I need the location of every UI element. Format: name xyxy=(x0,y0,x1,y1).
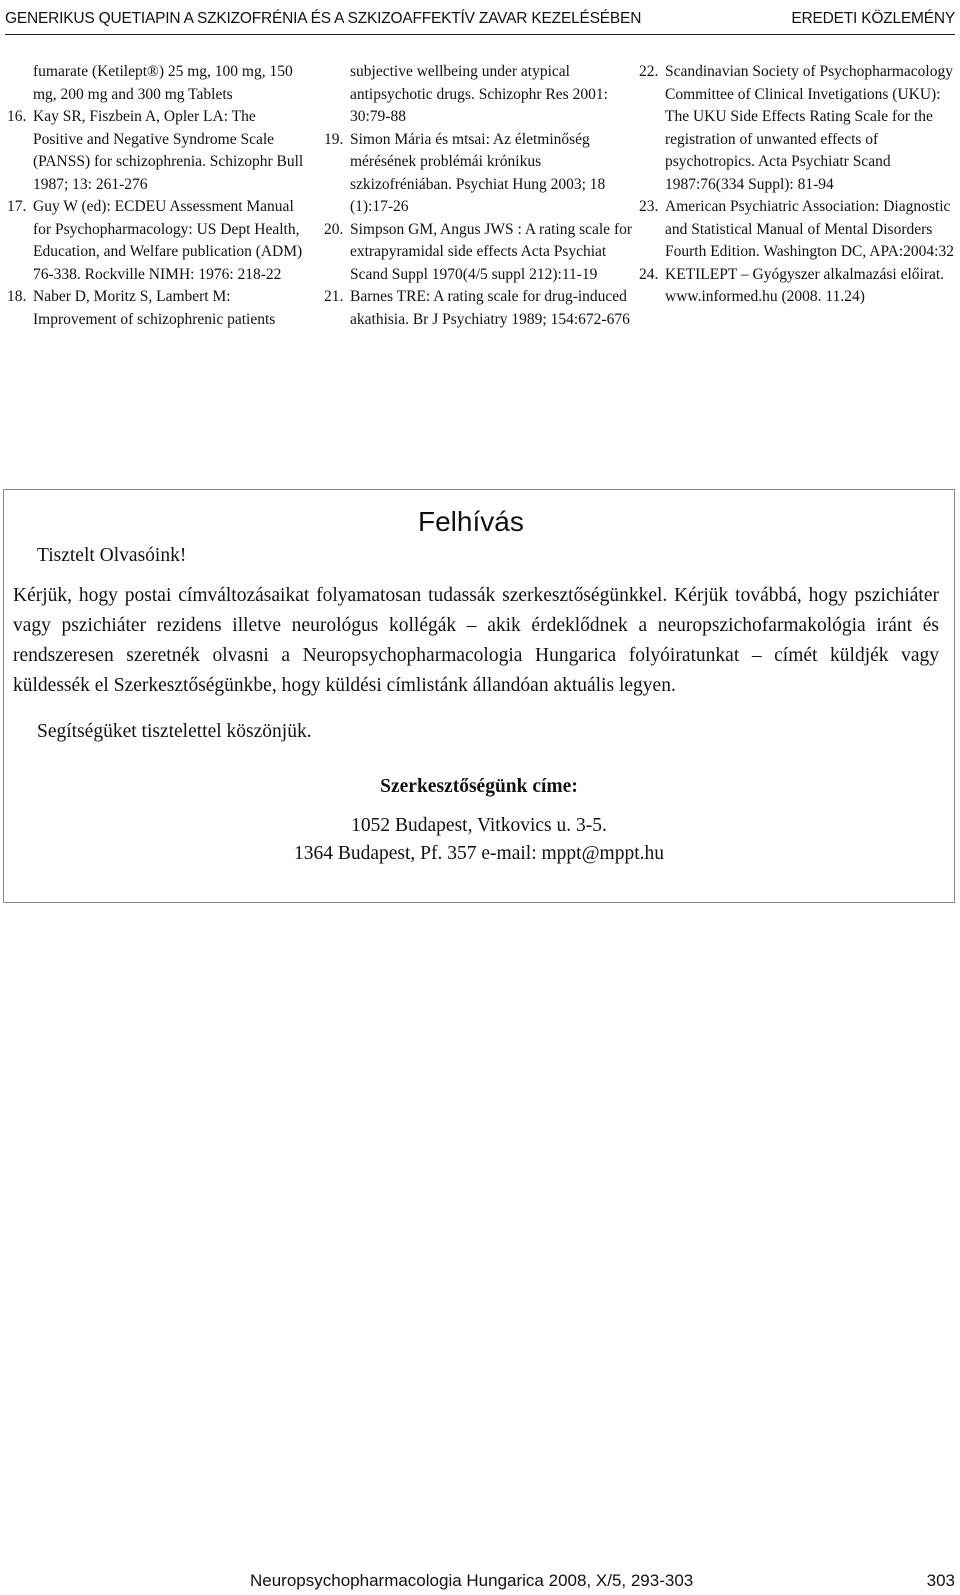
reference-number: 21. xyxy=(324,288,344,305)
notice-body: Kérjük, hogy postai címváltozásaikat folyamatosan tudassák szerkesztőségünkkel. Kérjük továbbá, hogy pszichiáter vagy pszichiáter rezidens illetve neurológus kollégák – akik érdeklődnek a neuropszichofarmakológia iránt és rendszeresen szeretnék olvasni a Neuropsychopharmacologia Hungarica folyóiratunkat – címét küldjék vagy küldessék el Szerkesztőségünkbe, hogy küldési címlistánk állandóan aktuális legyen. xyxy=(13,585,939,696)
reference-item xyxy=(324,286,632,331)
reference-text: Simon Mária és mtsai: Az életminőség mérésének problémái krónikus szkizofréniában. Psychiat Hung 2003; 18 (1):17-26 xyxy=(350,130,606,215)
reference-item xyxy=(7,106,307,196)
references-column-1 xyxy=(7,61,307,331)
page-number: 303 xyxy=(926,1571,955,1590)
reference-text: Barnes TRE: A rating scale for drug-induced akathisia. Br J Psychiatry 1989; 154:672-676 xyxy=(350,288,630,328)
reference-text: American Psychiatric Association: Diagnostic and Statistical Manual of Mental Disorders Fourth Edition. Washington DC, APA:2004:32 xyxy=(665,198,954,260)
reference-item xyxy=(7,196,307,286)
reference-number: 19. xyxy=(324,130,344,148)
reference-number: 24. xyxy=(639,265,659,283)
reference-text: Guy W (ed): ECDEU Assessment Manual for Psychopharmacology: US Dept Health, Education, and Welfare publication (ADM) 76-338. Rockville NIMH: 1976: 218-22 xyxy=(33,198,303,283)
references-column-2 xyxy=(324,61,632,331)
header-section: EREDETI KÖZLEMÉNY xyxy=(791,10,955,27)
reference-continuation: fumarate (Ketilept®) 25 mg, 100 mg, 150 mg, 200 mg and 300 mg Tablets xyxy=(33,63,293,103)
journal-citation: Neuropsychopharmacologia Hungarica 2008, X/5, 293-303 xyxy=(250,1571,694,1590)
reference-text: Scandinavian Society of Psychopharmacology Committee of Clinical Invetigations (UKU): The UKU Side Effects Rating Scale for the registration of unwanted effects of psychotropics. Acta Psychiatr Scand 1987:76(334 Suppl): 81-94 xyxy=(665,63,953,193)
reference-text: KETILEPT – Gyógyszer alkalmazási előirat. www.informed.hu (2008. 11.24) xyxy=(665,265,945,305)
notice-box xyxy=(3,489,955,903)
reference-item xyxy=(324,219,632,287)
notice-thanks: Segítségüket tisztelettel köszönjük. xyxy=(37,721,312,742)
notice-title: Felhívás xyxy=(418,506,524,537)
notice-greeting: Tisztelt Olvasóink! xyxy=(37,545,187,566)
reference-number: 20. xyxy=(324,220,344,238)
reference-item xyxy=(639,264,957,309)
reference-number: 16. xyxy=(7,108,27,125)
address-title: Szerkesztőségünk címe: xyxy=(380,776,578,797)
header-divider xyxy=(5,34,955,35)
reference-item xyxy=(639,61,957,196)
running-header xyxy=(5,4,955,32)
reference-number: 22. xyxy=(639,63,659,80)
address-line-1: 1052 Budapest, Vitkovics u. 3-5. xyxy=(351,815,607,836)
address-line-2: 1364 Budapest, Pf. 357 e-mail: mppt@mppt.hu xyxy=(293,843,664,864)
reference-number: 18. xyxy=(7,288,27,305)
reference-text: Kay SR, Fiszbein A, Opler LA: The Positive and Negative Syndrome Scale (PANSS) for schizophrenia. Schizophr Bull 1987; 13: 261-276 xyxy=(33,108,304,193)
references-column-3 xyxy=(639,61,957,309)
reference-text: Naber D, Moritz S, Lambert M: Improvement of schizophrenic patients xyxy=(33,288,276,328)
reference-item xyxy=(324,129,632,219)
reference-item xyxy=(639,196,957,264)
reference-number: 17. xyxy=(7,198,27,215)
reference-text: Simpson GM, Angus JWS : A rating scale for extrapyramidal side effects Acta Psychiat Scand Suppl 1970(4/5 suppl 212):11-19 xyxy=(350,220,633,283)
reference-item xyxy=(7,286,307,331)
reference-number: 23. xyxy=(639,198,659,215)
reference-continuation: subjective wellbeing under atypical antipsychotic drugs. Schizophr Res 2001: 30:79-88 xyxy=(350,63,608,125)
header-title: GENERIKUS QUETIAPIN A SZKIZOFRÉNIA ÉS A SZKIZOAFFEKTÍV ZAVAR KEZELÉSÉBEN xyxy=(5,10,642,27)
